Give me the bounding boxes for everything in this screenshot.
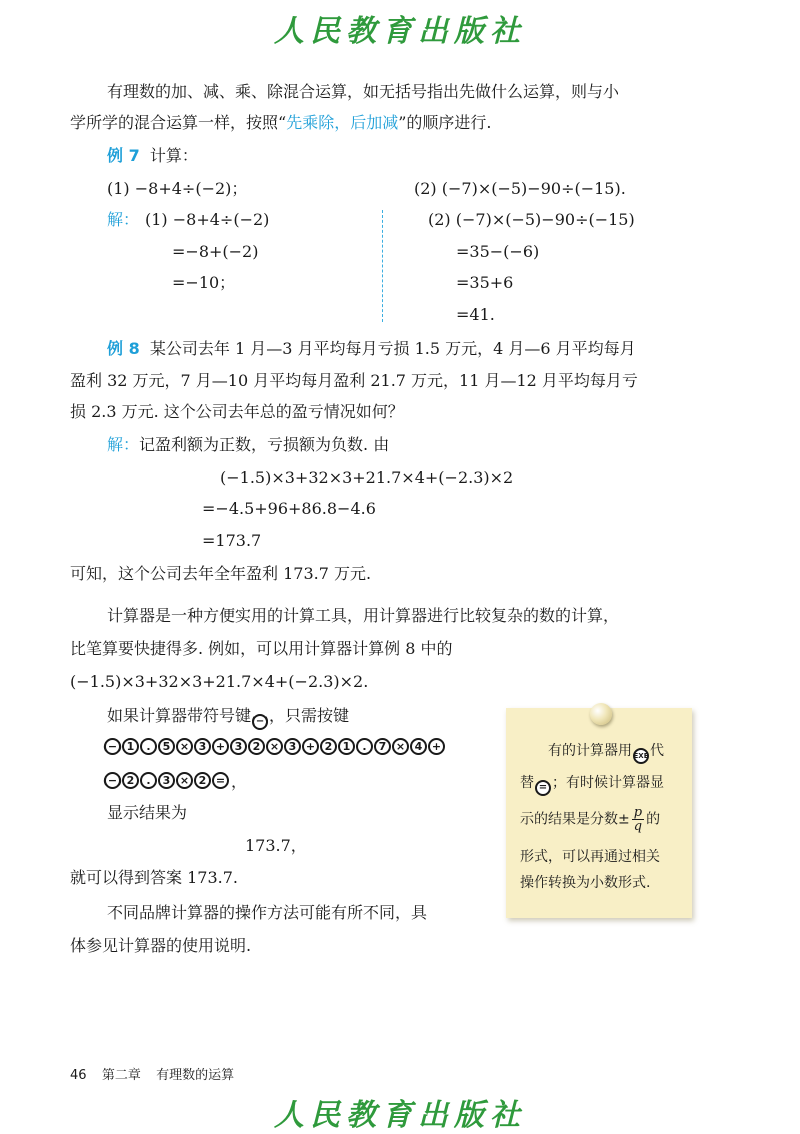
intro-line-1: 有理数的加、减、乘、除混合运算，如无括号指出先做什么运算，则与小 xyxy=(107,82,620,101)
note-line-4: 形式，可以再通过相关 xyxy=(520,849,660,865)
example7-sol2-line3: =35+6 xyxy=(456,273,514,292)
example8-line1 xyxy=(107,339,636,359)
note-l2-after: ；有时候计算器显 xyxy=(552,775,664,791)
example7-heading xyxy=(107,146,198,166)
example7-problem1: (1) −8+4÷(−2)； xyxy=(107,179,248,198)
sign-key-before: 如果计算器带符号键 xyxy=(107,706,252,725)
page-number: 46 xyxy=(70,1068,87,1083)
calculator-key-icon: = xyxy=(212,772,229,789)
note-line-5: 操作转换为小数形式. xyxy=(520,875,651,891)
exe-key-icon: EXE xyxy=(633,748,649,764)
calculator-key-icon: × xyxy=(176,772,193,789)
intro-line-2 xyxy=(70,113,491,133)
calculator-key-icon: . xyxy=(140,738,157,755)
equals-key-icon: = xyxy=(535,780,551,796)
example7-solution-label: 解： xyxy=(107,210,140,229)
calculator-key-icon: 1 xyxy=(122,738,139,755)
calculator-key-icon: 3 xyxy=(158,772,175,789)
calculator-key-icon: 3 xyxy=(230,738,247,755)
example7-sol1-line3: =−10； xyxy=(172,273,236,292)
sign-key-icon: (−) xyxy=(252,714,268,730)
example8-calc-line1: (−1.5)×3+32×3+21.7×4+(−2.3)×2 xyxy=(220,468,514,487)
note-l3-before: 示的结果是分数± xyxy=(520,811,630,828)
calculator-key-icon: 2 xyxy=(194,772,211,789)
key-sequence-row-2 xyxy=(104,769,247,792)
result-value: 173.7， xyxy=(245,836,307,855)
example8-line2: 盈利 32 万元，7 月—10 月平均每月盈利 21.7 万元，11 月—12 月平均每月亏 xyxy=(70,371,638,390)
note-line-3 xyxy=(520,806,660,833)
example7-sol2-line2: =35−(−6) xyxy=(456,242,540,261)
intro-line-2-after: ”的顺序进行. xyxy=(398,113,492,132)
example8-label: 例 8 xyxy=(107,339,140,358)
example8-conclusion: 可知，这个公司去年全年盈利 173.7 万元. xyxy=(70,564,372,583)
calculator-key-icon: 2 xyxy=(122,772,139,789)
calculator-expression: (−1.5)×3+32×3+21.7×4+(−2.3)×2. xyxy=(70,672,369,691)
chapter-title: 有理数的运算 xyxy=(156,1068,235,1083)
calculator-key-icon: (−) xyxy=(102,774,123,787)
solution-divider xyxy=(382,210,383,322)
note-l1-before: 有的计算器用 xyxy=(548,743,632,759)
key-sequence-end: ， xyxy=(231,772,248,791)
example7-sol1-line1: (1) −8+4÷(−2) xyxy=(145,210,270,229)
note-line-2 xyxy=(520,774,664,796)
example7-label: 例 7 xyxy=(107,146,140,165)
page-footer xyxy=(70,1064,234,1083)
calculator-key-icon: 3 xyxy=(194,738,211,755)
publisher-logo-top: 人民教育出版社 xyxy=(274,14,526,49)
example7-sol1-line2: =−8+(−2) xyxy=(172,242,259,261)
example7-sol2-line4: =41. xyxy=(456,305,495,324)
intro-highlight: 先乘除，后加减 xyxy=(286,113,399,132)
calculator-key-icon: 7 xyxy=(374,738,391,755)
calculator-p1-line1: 计算器是一种方便实用的计算工具，用计算器进行比较复杂的数的计算， xyxy=(107,606,620,625)
calculator-key-icon: + xyxy=(212,738,229,755)
fraction-numerator: p xyxy=(633,805,643,820)
result-label: 显示结果为 xyxy=(107,803,188,822)
answer-line: 就可以得到答案 173.7. xyxy=(70,868,238,887)
example8-line3: 损 2.3 万元. 这个公司去年总的盈亏情况如何？ xyxy=(70,402,404,421)
fraction-p-over-q xyxy=(632,806,644,833)
calculator-key-icon: 2 xyxy=(248,738,265,755)
sign-key-after: ，只需按键 xyxy=(269,706,350,725)
chapter-label: 第二章 xyxy=(101,1068,141,1083)
example8-calc-line3: =173.7 xyxy=(202,531,262,550)
calculator-key-icon: . xyxy=(140,772,157,789)
calculator-key-icon: 2 xyxy=(320,738,337,755)
note-l2-before: 替 xyxy=(520,775,534,791)
calculator-key-icon: 1 xyxy=(338,738,355,755)
calculator-key-icon: 5 xyxy=(158,738,175,755)
calculator-key-icon: (−) xyxy=(102,740,123,753)
key-sequence-row-1 xyxy=(104,738,445,755)
calculator-key-icon: × xyxy=(176,738,193,755)
example8-calc-line2: =−4.5+96+86.8−4.6 xyxy=(202,499,376,518)
note-l3-after: 的 xyxy=(646,811,661,828)
calculator-key-icon: + xyxy=(428,738,445,755)
fraction-denominator: q xyxy=(633,819,643,834)
example7-sol2-line1: (2) (−7)×(−5)−90÷(−15) xyxy=(428,210,635,229)
note-l1-after: 代 xyxy=(650,743,664,759)
calculator-p2-line1: 不同品牌计算器的操作方法可能有所不同，具 xyxy=(107,903,428,922)
calculator-key-icon: × xyxy=(392,738,409,755)
example8-text1: 某公司去年 1 月—3 月平均每月亏损 1.5 万元，4 月—6 月平均每月 xyxy=(149,339,636,358)
calculator-p1-line2: 比笔算要快捷得多. 例如，可以用计算器计算例 8 中的 xyxy=(70,639,453,658)
note-line-1 xyxy=(548,742,664,764)
calculator-p2-line2: 体参见计算器的使用说明. xyxy=(70,936,252,955)
publisher-logo-bottom: 人民教育出版社 xyxy=(274,1098,526,1133)
calculator-key-icon: 4 xyxy=(410,738,427,755)
example8-solution-label: 解： xyxy=(107,435,140,454)
calculator-sign-key-line xyxy=(107,706,349,730)
example8-solution xyxy=(107,435,389,455)
calculator-key-icon: + xyxy=(302,738,319,755)
calculator-key-icon: × xyxy=(266,738,283,755)
example8-solution-intro: 记盈利额为正数，亏损额为负数. 由 xyxy=(139,435,390,454)
pin-icon xyxy=(590,703,612,725)
calculator-key-icon: . xyxy=(356,738,373,755)
example7-prompt: 计算： xyxy=(149,146,198,165)
intro-line-2-before: 学所学的混合运算一样，按照“ xyxy=(70,113,287,132)
example7-problem2: (2) (−7)×(−5)−90÷(−15). xyxy=(414,179,626,198)
calculator-key-icon: 3 xyxy=(284,738,301,755)
